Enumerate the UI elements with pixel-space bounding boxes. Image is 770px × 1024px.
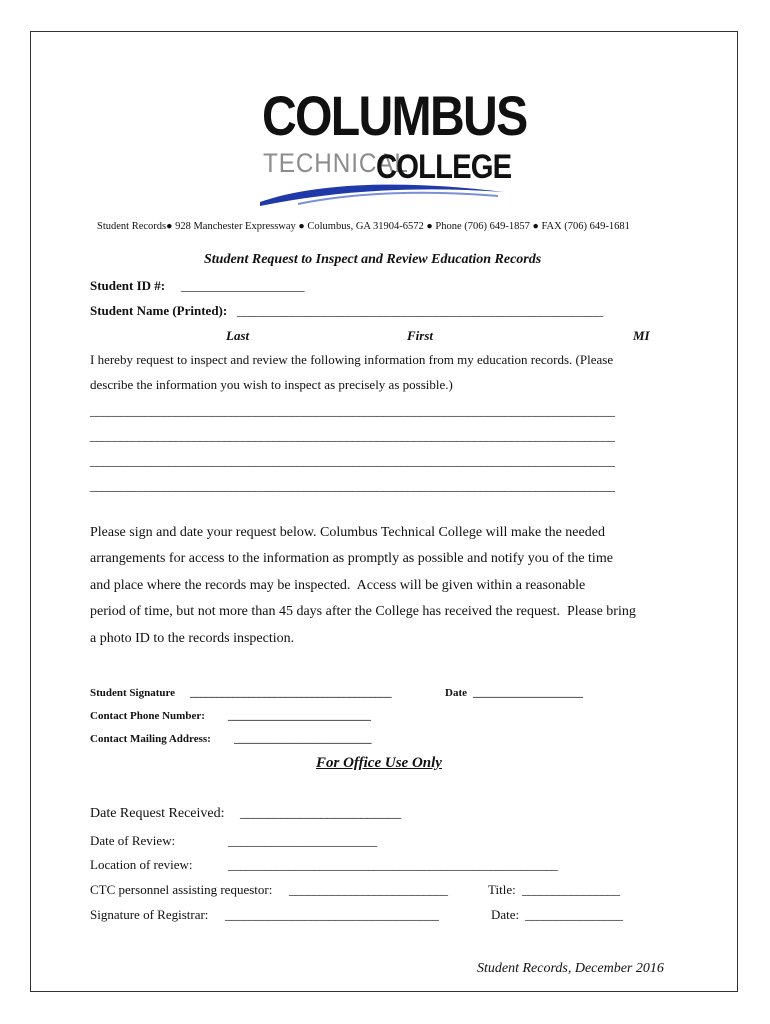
- request-blank-line[interactable]: ______________________________________________________________________________________: [90, 403, 615, 418]
- contact-phone-field[interactable]: __________________________: [228, 710, 371, 722]
- student-id-label: Student ID #:: [90, 278, 166, 293]
- notice-line: Please sign and date your request below. Columbus Technical College will make the needed: [90, 525, 605, 540]
- date-review-label: Date of Review:: [90, 833, 176, 848]
- contact-phone-label: Contact Phone Number:: [90, 710, 205, 722]
- name-mi-label: MI: [633, 328, 650, 343]
- signature-date-field[interactable]: ____________________: [473, 687, 583, 699]
- personnel-title-field[interactable]: ________________: [522, 882, 620, 897]
- date-received-label: Date Request Received:: [90, 806, 225, 821]
- logo-columbus: COLUMBUS: [262, 84, 527, 147]
- contact-mailing-label: Contact Mailing Address:: [90, 733, 211, 745]
- form-title: Student Request to Inspect and Review Education Records: [204, 252, 542, 267]
- student-id-field[interactable]: ___________________: [181, 278, 305, 293]
- notice-line: and place where the records may be inspected. Access will be given within a reasonable: [90, 578, 586, 593]
- student-name-field[interactable]: ___________________________________________________________: [237, 303, 603, 318]
- name-last-label: Last: [226, 328, 250, 343]
- request-blank-line[interactable]: ______________________________________________________________________________________: [90, 478, 615, 493]
- registrar-date-label: Date:: [491, 907, 520, 922]
- personnel-title-label: Title:: [488, 882, 516, 897]
- registrar-signature-label: Signature of Registrar:: [90, 907, 209, 922]
- name-first-label: First: [407, 328, 434, 343]
- contact-mailing-field[interactable]: _________________________: [234, 733, 372, 745]
- date-received-field[interactable]: ________________________: [240, 806, 401, 821]
- header-address: Student Records● 928 Manchester Expressway ● Columbus, GA 31904-6572 ● Phone (706) 649-1857 ● FAX (706) 649-1681: [97, 221, 630, 232]
- ctc-personnel-label: CTC personnel assisting requestor:: [90, 882, 273, 897]
- logo-technical: TECHNICAL: [263, 148, 409, 178]
- student-signature-field[interactable]: ______________________________________: [190, 687, 392, 699]
- office-use-heading: For Office Use Only: [316, 755, 442, 771]
- footer-text: Student Records, December 2016: [477, 961, 664, 976]
- notice-line: arrangements for access to the information as promptly as possible and notify you of the time: [90, 551, 613, 566]
- ctc-personnel-field[interactable]: __________________________: [289, 882, 448, 897]
- logo-swoosh-icon: [258, 178, 508, 208]
- date-review-field[interactable]: ________________________: [228, 833, 377, 848]
- registrar-signature-field[interactable]: ___________________________________: [225, 907, 439, 922]
- request-text-line2: describe the information you wish to inspect as precisely as possible.): [90, 377, 453, 392]
- registrar-date-field[interactable]: ________________: [525, 907, 623, 922]
- location-review-label: Location of review:: [90, 857, 193, 872]
- notice-line: period of time, but not more than 45 days after the College has received the request. Please bring: [90, 604, 636, 619]
- signature-date-label: Date: [445, 687, 467, 699]
- request-blank-line[interactable]: ______________________________________________________________________________________: [90, 428, 615, 443]
- student-signature-label: Student Signature: [90, 687, 176, 699]
- request-text-line1: I hereby request to inspect and review the following information from my education records. (Please: [90, 352, 614, 367]
- location-review-field[interactable]: ______________________________________________________: [228, 857, 558, 872]
- request-blank-line[interactable]: ______________________________________________________________________________________: [90, 453, 615, 468]
- logo-college: COLLEGE: [376, 148, 512, 186]
- student-name-label: Student Name (Printed):: [90, 303, 228, 318]
- notice-line: a photo ID to the records inspection.: [90, 631, 295, 646]
